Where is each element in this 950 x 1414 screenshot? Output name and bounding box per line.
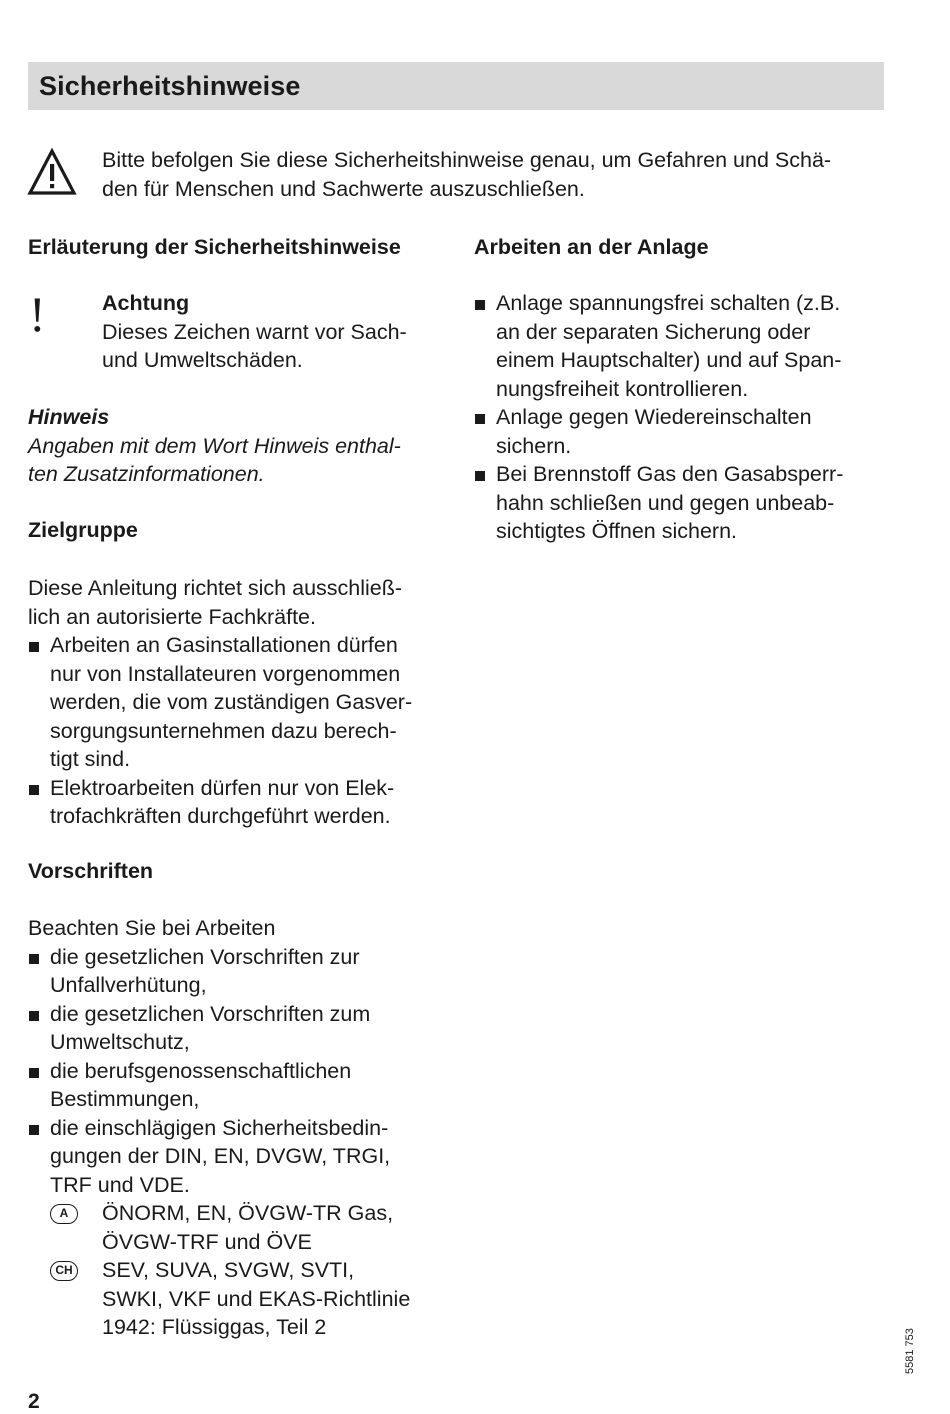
hinweis-title: Hinweis <box>28 405 110 429</box>
list-item: Bei Brennstoff Gas den Gasabsperr- hahn schließen und gegen unbeab- sichtigtes Öffnen sichern. <box>474 460 843 546</box>
list-item: die berufsgenossenschaftlichen Bestimmungen, <box>28 1057 410 1114</box>
achtung-title: Achtung <box>102 291 190 315</box>
page-title: Sicherheitshinweise <box>39 70 301 101</box>
document-number: 5581 753 <box>904 1328 916 1374</box>
achtung-block: Achtung Dieses Zeichen warnt vor Sach- und Umweltschäden. <box>102 291 407 372</box>
arbeiten-heading: Arbeiten an der Anlage <box>474 235 709 259</box>
arbeiten-section <box>474 289 843 546</box>
list-item: die gesetzlichen Vorschriften zum Umweltschutz, <box>28 1000 410 1057</box>
explanation-heading: Erläuterung der Sicherheitshinweise <box>28 235 401 259</box>
list-item: Anlage spannungsfrei schalten (z.B. an der separaten Sicherung oder einem Hauptschalter) und auf Span- nungsfreiheit kontrollieren. <box>474 289 843 403</box>
section-title-bar <box>28 62 884 110</box>
vorschriften-heading: Vorschriften <box>28 859 154 883</box>
hinweis-block: Hinweis Angaben mit dem Wort Hinweis enthal- ten Zusatzinformationen. <box>28 405 401 486</box>
country-note-switzerland: CH SEV, SUVA, SVGW, SVTI, SWKI, VKF und EKAS-Richtlinie 1942: Flüssiggas, Teil 2 <box>28 1256 410 1342</box>
list-item: die gesetzlichen Vorschriften zur Unfallverhütung, <box>28 943 410 1000</box>
list-item: Anlage gegen Wiedereinschalten sichern. <box>474 403 843 460</box>
country-badge-a: A <box>50 1204 78 1224</box>
warning-triangle-icon <box>27 148 77 196</box>
zielgruppe-section: Diese Anleitung richtet sich ausschließ- lich an autorisierte Fachkräfte. Arbeiten an Gasinstallationen dürfen nur von Installateuren vorgenommen werden, die vom zuständigen Gasver- sorgungsunternehmen dazu berech- tigt sind. Elektroarbeiten dürfen nur von Elek- trofachkräften durchgeführt werden. <box>28 574 412 831</box>
list-item: Elektroarbeiten dürfen nur von Elek- trofachkräften durchgeführt werden. <box>28 774 412 831</box>
page-number: 2 <box>28 1390 40 1413</box>
intro-text: Bitte befolgen Sie diese Sicherheitshinweise genau, um Gefahren und Schä- den für Menschen und Sachwerte auszuschließen. <box>102 148 832 201</box>
vorschriften-section: Beachten Sie bei Arbeiten die gesetzlichen Vorschriften zur Unfallverhütung, die gesetzlichen Vorschriften zum Umweltschutz, die berufsgenossenschaftlichen Bestimmungen, die einschlägigen Sicherheitsbedin- gungen der DIN, EN, DVGW, TRGI, TRF und VDE. A ÖNORM, EN, ÖVGW-TR Gas, ÖVGW-TRF und ÖVE CH SEV, SUVA, SVGW, SVTI, SWKI, VKF und EKAS-Richtlinie 1942: Flüssiggas, Teil 2 <box>28 914 410 1342</box>
list-item: die einschlägigen Sicherheitsbedin- gungen der DIN, EN, DVGW, TRGI, TRF und VDE. <box>28 1114 410 1200</box>
country-note-austria: A ÖNORM, EN, ÖVGW-TR Gas, ÖVGW-TRF und ÖVE <box>28 1199 410 1256</box>
zielgruppe-heading: Zielgruppe <box>28 518 138 542</box>
list-item: Arbeiten an Gasinstallationen dürfen nur von Installateuren vorgenommen werden, die vom zuständigen Gasver- sorgungsunternehmen dazu berech- tigt sind. <box>28 631 412 774</box>
attention-symbol-icon: ! <box>29 286 46 342</box>
country-badge-ch: CH <box>50 1261 78 1281</box>
